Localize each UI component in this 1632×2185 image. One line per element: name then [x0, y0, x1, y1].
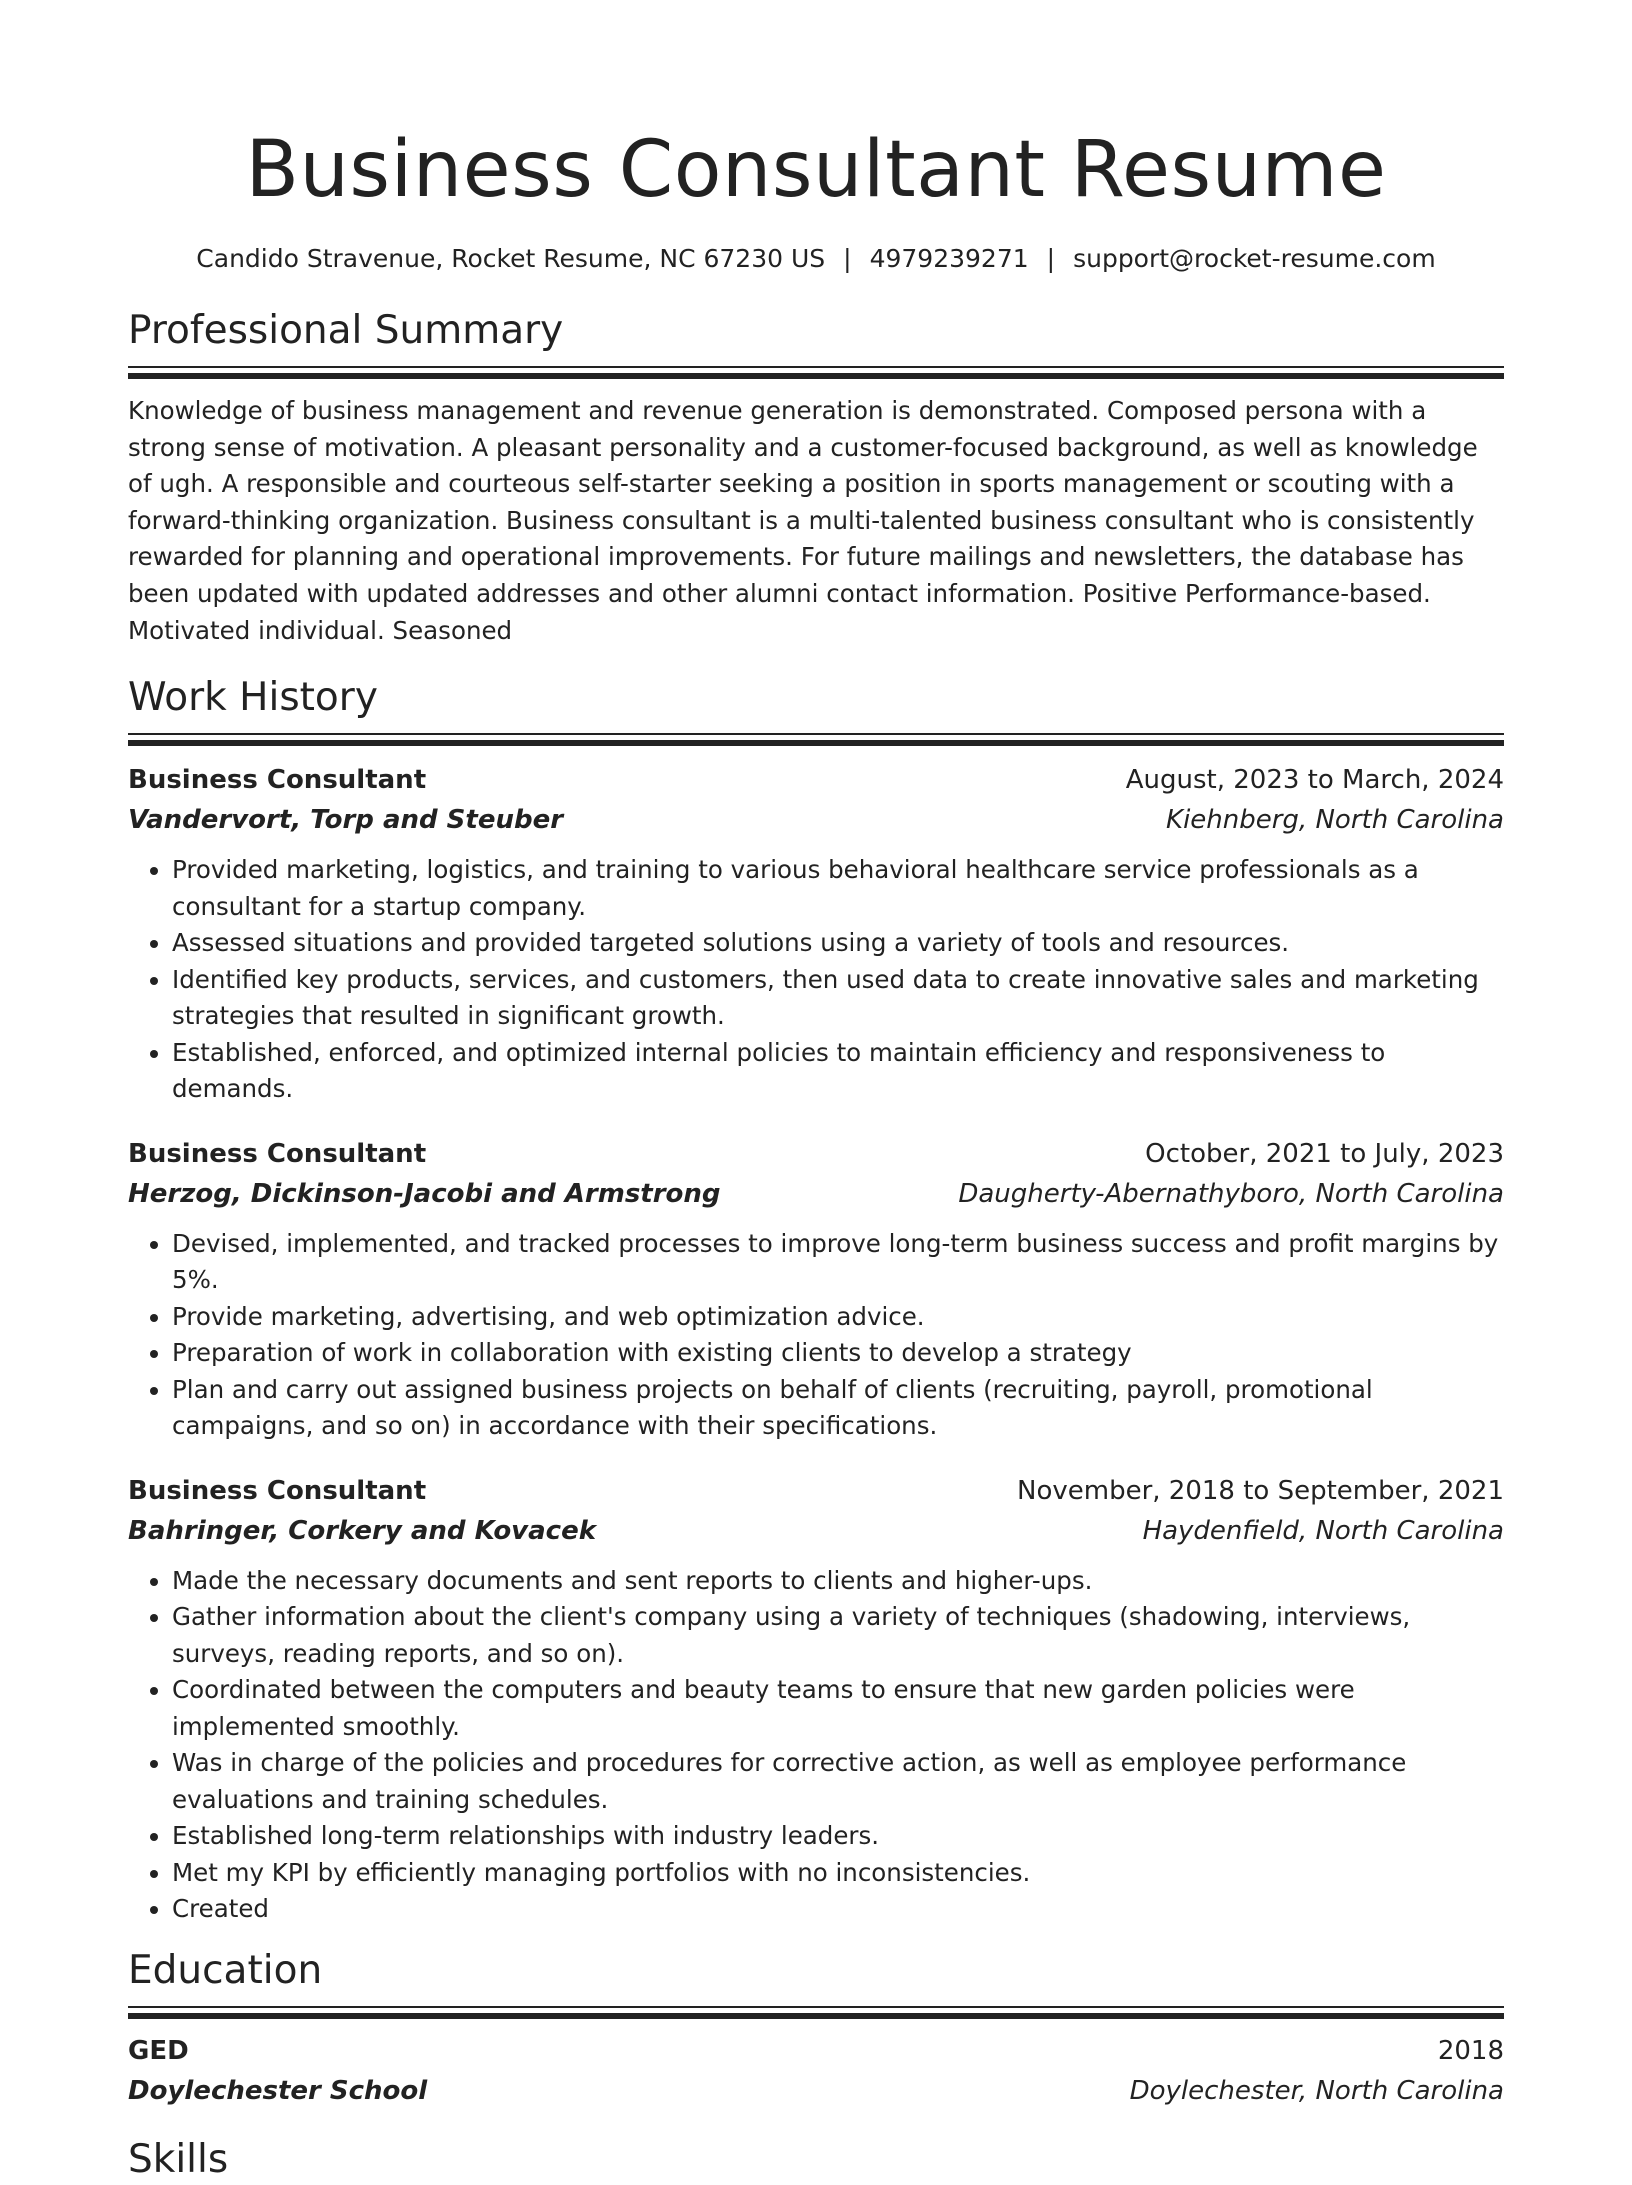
job-bullet: • Established long-term relationships with industry leaders. — [172, 1818, 1504, 1855]
contact-address: Candido Stravenue, Rocket Resume, NC 67230 US — [196, 244, 826, 273]
job-location: Haydenfield, North Carolina — [1142, 1515, 1504, 1546]
contact-line — [128, 242, 1504, 276]
resume-title: Business Consultant Resume — [245, 125, 1387, 215]
job-title: Business Consultant — [128, 1138, 427, 1169]
section-heading-summary: Professional Summary — [128, 308, 564, 353]
job-bullet: • Provide marketing, advertising, and web optimization advice. — [172, 1299, 1504, 1336]
job-title: Business Consultant — [128, 765, 427, 796]
job-dates: August, 2023 to March, 2024 — [1125, 765, 1504, 796]
resume-page — [128, 0, 1504, 2185]
job-company: Herzog, Dickinson-Jacobi and Armstrong — [128, 1178, 721, 1209]
education-degree: GED — [128, 2035, 189, 2066]
education-entry — [128, 2031, 1504, 2111]
job-bullet: • Made the necessary documents and sent reports to clients and higher-ups. — [172, 1563, 1504, 1600]
education-section — [128, 1946, 1504, 2111]
contact-phone: 4979239271 — [869, 244, 1029, 273]
job-location: Daugherty-Abernathyboro, North Carolina — [958, 1178, 1504, 1209]
job-bullet-list — [128, 852, 1504, 1108]
job-bullet: • Identified key products, services, and customers, then used data to create innovative sales and marketing strategies that resulted in significant growth. — [172, 962, 1504, 1035]
job-bullet: • Devised, implemented, and tracked processes to improve long-term business success and profit margins by 5%. — [172, 1226, 1504, 1299]
job-bullet: • Met my KPI by efficiently managing portfolios with no inconsistencies. — [172, 1855, 1504, 1892]
job-entry — [128, 760, 1504, 1108]
section-divider — [128, 366, 1504, 379]
job-bullet-list — [128, 1226, 1504, 1445]
section-divider — [128, 733, 1504, 746]
professional-summary-section — [128, 306, 1504, 649]
job-bullet: • Plan and carry out assigned business projects on behalf of clients (recruiting, payroll, promotional campaigns, and so on) in accordance with their specifications. — [172, 1372, 1504, 1445]
skills-section — [128, 2135, 1504, 2185]
job-entry — [128, 1134, 1504, 1445]
work-history-section — [128, 673, 1504, 1928]
section-divider — [128, 2006, 1504, 2019]
job-bullet-list — [128, 1563, 1504, 1928]
job-title: Business Consultant — [128, 1475, 427, 1506]
job-bullet: • Was in charge of the policies and procedures for corrective action, as well as employee performance evaluations and training schedules. — [172, 1745, 1504, 1818]
section-heading-work-history: Work History — [128, 675, 378, 721]
contact-email: support@rocket-resume.com — [1073, 244, 1436, 273]
education-school: Doylechester School — [128, 2075, 428, 2106]
job-dates: November, 2018 to September, 2021 — [1017, 1475, 1504, 1506]
job-bullet: • Gather information about the client's company using a variety of techniques (shadowing, interviews, surveys, reading reports, and so on). — [172, 1599, 1504, 1672]
summary-text: Knowledge of business management and revenue generation is demonstrated. Composed persona with a strong sense of motivation. A pleasant personality and a customer-focused background, as well as knowledge of ugh. A responsible and courteous self-starter seeking a position in sports management or scouting with a forward-thinking organization. Business consultant is a multi-talented business consultant who is consistently rewarded for planning and operational improvements. For future mailings and newsletters, the database has been updated with updated addresses and other alumni contact information. Positive Performance-based. Motivated individual. Seasoned — [128, 396, 1478, 645]
job-bullet: • Preparation of work in collaboration with existing clients to develop a strategy — [172, 1335, 1504, 1372]
job-bullet: • Created — [172, 1891, 1504, 1928]
education-year: 2018 — [1437, 2035, 1504, 2066]
job-bullet: • Assessed situations and provided targeted solutions using a variety of tools and resources. — [172, 925, 1504, 962]
job-bullet: • Established, enforced, and optimized internal policies to maintain efficiency and responsiveness to demands. — [172, 1035, 1504, 1108]
job-dates: October, 2021 to July, 2023 — [1145, 1138, 1504, 1169]
job-location: Kiehnberg, North Carolina — [1166, 805, 1504, 836]
contact-separator: | — [843, 244, 852, 273]
section-heading-education: Education — [128, 1947, 323, 1993]
education-location: Doylechester, North Carolina — [1129, 2075, 1504, 2106]
job-bullet: • Coordinated between the computers and beauty teams to ensure that new garden policies were implemented smoothly. — [172, 1672, 1504, 1745]
job-company: Bahringer, Corkery and Kovacek — [128, 1515, 597, 1546]
job-entry — [128, 1471, 1504, 1928]
section-heading-skills: Skills — [128, 2136, 229, 2182]
contact-separator: | — [1046, 244, 1056, 273]
job-company: Vandervort, Torp and Steuber — [128, 805, 564, 836]
job-bullet: • Provided marketing, logistics, and training to various behavioral healthcare service professionals as a consultant for a startup company. — [172, 852, 1504, 925]
